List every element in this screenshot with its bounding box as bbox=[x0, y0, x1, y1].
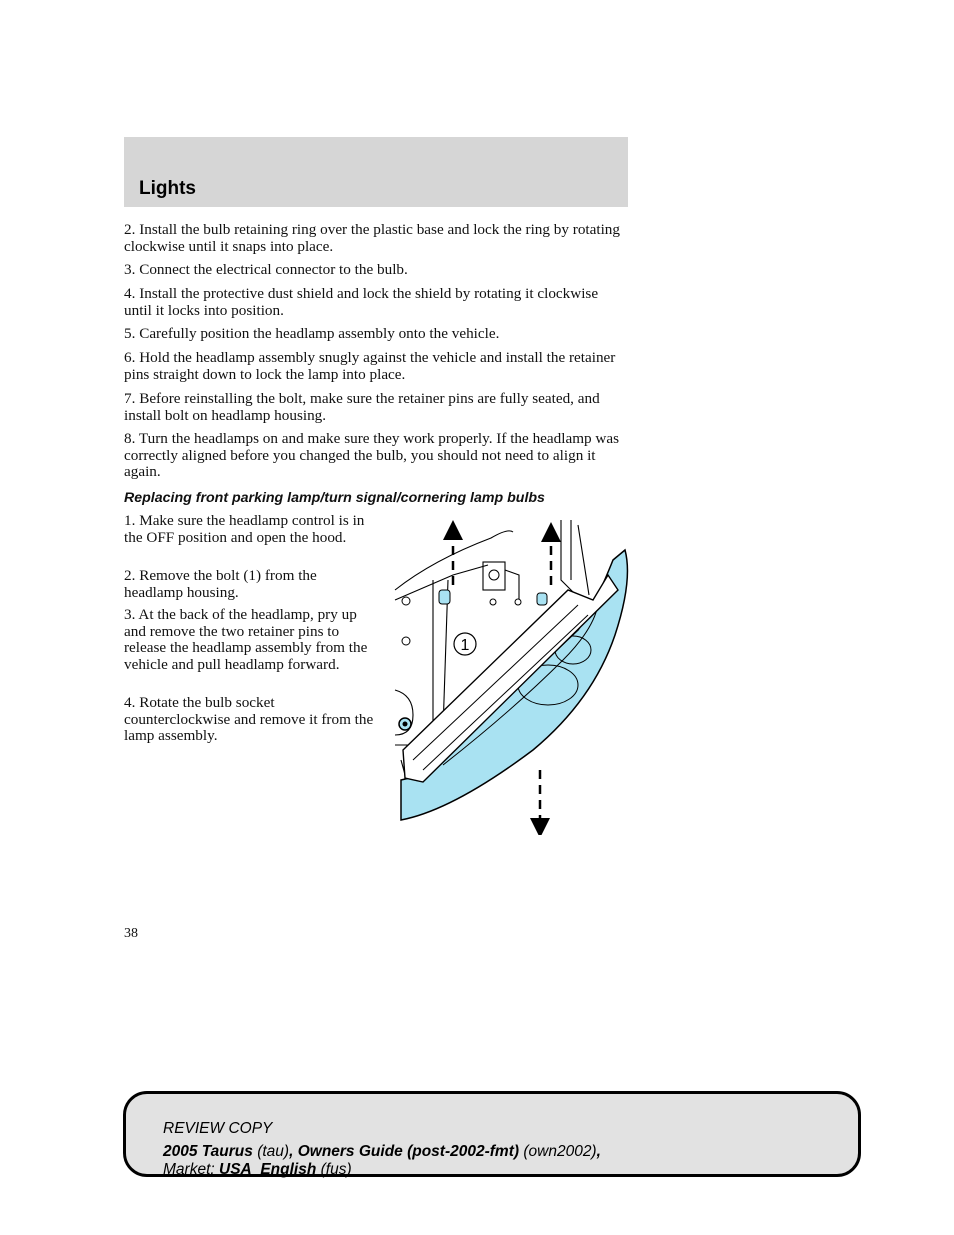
footer-review-copy: REVIEW COPY bbox=[163, 1120, 273, 1137]
step-8-check-headlamps: 8. Turn the headlamps on and make sure they work properly. If the headlamp was correctly aligned before you changed the bulb, you should not need to align it again. bbox=[124, 430, 620, 480]
footer-separator-2: , bbox=[596, 1143, 601, 1160]
lower-step-4-rotate-bulb-socket: 4. Rotate the bulb socket counterclockwise and remove it from the lamp assembly. bbox=[124, 694, 374, 744]
footer-guide: Owners Guide (post-2002-fmt) bbox=[297, 1143, 520, 1160]
footer-model-line bbox=[163, 1143, 601, 1161]
section-title: Lights bbox=[139, 178, 196, 199]
footer-model: 2005 Taurus bbox=[163, 1143, 253, 1160]
review-copy-footer bbox=[123, 1091, 861, 1177]
step-2-install-ring: 2. Install the bulb retaining ring over the plastic base and lock the ring by rotating clockwise until it snaps into place. bbox=[124, 221, 620, 255]
lower-step-3-remove-retainer-pins: 3. At the back of the headlamp, pry up and remove the two retainer pins to release the headlamp assembly from the vehicle and pull headlamp forward. bbox=[124, 606, 368, 673]
headlamp-bolt-center bbox=[403, 722, 408, 727]
footer-separator-1: , bbox=[289, 1143, 294, 1160]
lower-step-1-headlamp-off: 1. Make sure the headlamp control is in the OFF position and open the hood. bbox=[124, 512, 365, 546]
lower-step-2-remove-bolt: 2. Remove the bolt (1) from the headlamp housing. bbox=[124, 567, 317, 601]
step-6-install-retainer-pins: 6. Hold the headlamp assembly snugly against the vehicle and install the retainer pins straight down to lock the lamp into place. bbox=[124, 349, 616, 383]
page-number: 38 bbox=[124, 926, 138, 941]
section-header-band bbox=[124, 137, 628, 207]
step-3-connect-connector: 3. Connect the electrical connector to the bulb. bbox=[124, 261, 408, 278]
step-5-position-headlamp: 5. Carefully position the headlamp assembly onto the vehicle. bbox=[124, 325, 500, 342]
headlamp-removal-illustration bbox=[393, 520, 633, 835]
callout-label: 1 bbox=[460, 637, 470, 654]
footer-guide-code: (own2002) bbox=[523, 1143, 597, 1160]
footer-market: USA_English bbox=[219, 1161, 317, 1178]
footer-model-code: (tau) bbox=[257, 1143, 290, 1160]
subheading-parking-lamp-bulbs: Replacing front parking lamp/turn signal/cornering lamp bulbs bbox=[124, 490, 545, 506]
footer-market-label: Market: bbox=[163, 1161, 215, 1178]
footer-market-line bbox=[163, 1161, 352, 1179]
step-4-install-dust-shield: 4. Install the protective dust shield and lock the shield by rotating it clockwise until it locks into position. bbox=[124, 285, 599, 319]
footer-market-code: (fus) bbox=[320, 1161, 352, 1178]
step-7-reinstall-bolt: 7. Before reinstalling the bolt, make sure the retainer pins are fully seated, and install bolt on headlamp housing. bbox=[124, 390, 600, 424]
